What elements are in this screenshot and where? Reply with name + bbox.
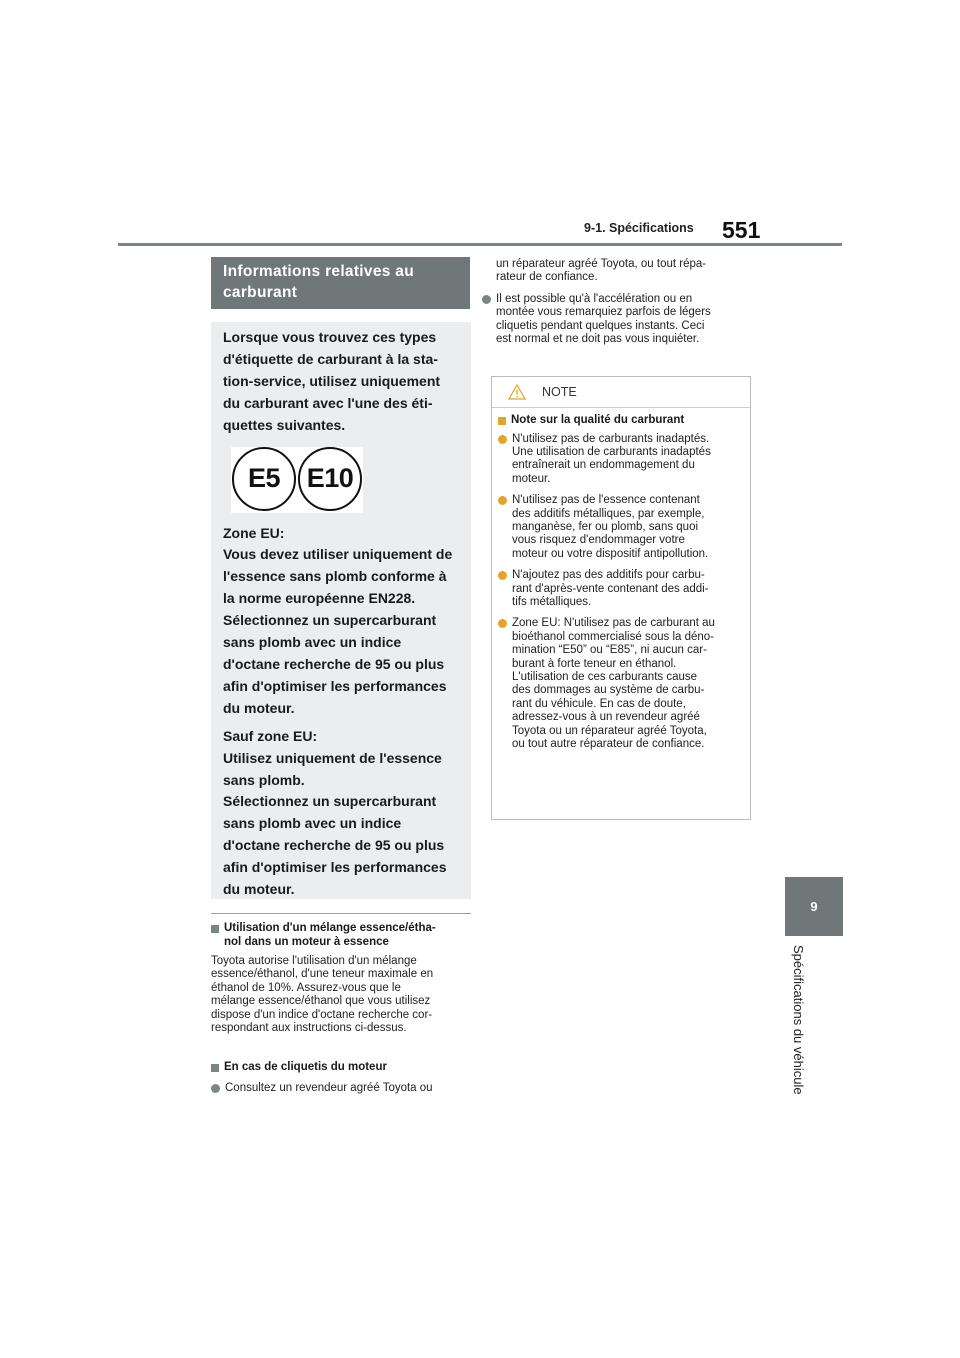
- knock-bullet: [211, 1082, 471, 1095]
- round-bullet-icon: [498, 619, 507, 628]
- body-line: N'utilisez pas de carburants inadaptés.: [512, 432, 710, 445]
- heading-line: Utilisation d'un mélange essence/étha-: [224, 922, 436, 934]
- body-line: Consultez un revendeur agréé Toyota ou: [225, 1081, 433, 1094]
- warning-icon: [508, 384, 526, 400]
- info-line: Vous devez utiliser uniquement de: [223, 546, 453, 563]
- note-heading: [498, 414, 744, 428]
- knock-heading: [211, 1061, 471, 1075]
- chapter-side-label-text: Spécifications du véhicule: [791, 945, 806, 1095]
- fuel-label-e5: E5: [232, 447, 296, 511]
- heading-line: Note sur la qualité du carburant: [511, 414, 685, 426]
- body-line: bioéthanol commercialisé sous la déno-: [512, 630, 714, 643]
- info-line: Sélectionnez un supercarburant: [223, 612, 437, 629]
- round-bullet-icon: [498, 496, 507, 505]
- fuel-info-box: [211, 322, 471, 899]
- mix-body: [211, 955, 471, 1035]
- round-bullet-icon: [211, 1084, 220, 1093]
- body-line: mination “E50” ou “E85”, ni aucun car-: [512, 644, 707, 657]
- round-bullet-icon: [482, 295, 491, 304]
- mix-section: [211, 922, 471, 1035]
- body-line: mélange essence/éthanol que vous utilisez: [211, 995, 431, 1008]
- info-line: Sélectionnez un supercarburant: [223, 793, 437, 810]
- heading-line: En cas de cliquetis du moteur: [224, 1061, 387, 1073]
- info-line: Lorsque vous trouvez ces types: [223, 329, 437, 345]
- body-line: moteur.: [512, 472, 551, 485]
- body-line: L'utilisation de ces carburants cause: [512, 671, 698, 683]
- mix-heading: [211, 922, 471, 949]
- body-line: rant du véhicule. En cas de doute,: [512, 697, 686, 710]
- body-line: ou tout autre réparateur de confiance.: [512, 738, 705, 751]
- knock-continuation: [482, 258, 752, 346]
- section-title-line: carburant: [223, 284, 298, 301]
- info-line: tion-service, utilisez uniquement: [223, 372, 441, 389]
- section-title-line: Informations relatives au: [223, 263, 414, 280]
- info-line: d'étiquette de carburant à la sta-: [223, 350, 438, 367]
- section-title: [211, 257, 470, 309]
- note-body: [492, 408, 750, 751]
- header-divider: [118, 243, 842, 246]
- body-line: rateur de confiance.: [496, 271, 598, 284]
- round-bullet-icon: [498, 571, 507, 580]
- note-item: [498, 569, 744, 609]
- body-line: Une utilisation de carburants inadaptés: [512, 445, 711, 458]
- note-item: [498, 433, 744, 487]
- body-line: dispose d'un indice d'octane recherche cor-: [211, 1008, 433, 1021]
- note-item: [498, 617, 744, 751]
- knock-bullet-continued: [482, 258, 752, 285]
- body-line: N'utilisez pas de l'essence contenant: [512, 494, 700, 507]
- body-line: Toyota autorise l'utilisation d'un mélange: [211, 955, 417, 967]
- chapter-tab: 9: [785, 877, 843, 936]
- body-line: un réparateur agréé Toyota, ou tout répa-: [496, 258, 707, 270]
- round-bullet-icon: [498, 435, 507, 444]
- body-line: des additifs métalliques, par exemple,: [512, 507, 705, 520]
- page-number: 551: [722, 217, 761, 243]
- body-line: tifs métalliques.: [512, 595, 592, 608]
- note-item: [498, 494, 744, 561]
- fuel-label-e10: E10: [298, 447, 362, 511]
- info-line: Utilisez uniquement de l'essence: [223, 749, 442, 766]
- body-line: des dommages au système de carbu-: [512, 684, 705, 697]
- info-line: quettes suivantes.: [223, 416, 346, 433]
- body-line: N'ajoutez pas des additifs pour carbu-: [512, 569, 705, 582]
- body-line: est normal et ne doit pas vous inquiéter.: [496, 333, 700, 346]
- square-bullet-icon: [498, 417, 506, 425]
- section-reference: 9-1. Spécifications: [584, 221, 694, 235]
- body-line: éthanol de 10%. Assurez-vous que le: [211, 981, 401, 994]
- fuel-labels: [231, 447, 471, 513]
- body-line: Zone EU: N'utilisez pas de carburant au: [512, 617, 715, 630]
- square-bullet-icon: [211, 1064, 219, 1072]
- body-line: cliquetis pendant quelques instants. Ceci: [496, 319, 705, 332]
- info-line: Sauf zone EU:: [223, 727, 318, 744]
- info-line: d'octane recherche de 95 ou plus: [223, 655, 445, 672]
- info-line: du moteur.: [223, 881, 295, 898]
- section-divider: [211, 913, 471, 914]
- info-line: Zone EU:: [223, 524, 285, 541]
- knock-bullet-2: [482, 293, 752, 347]
- note-title: NOTE: [542, 385, 577, 399]
- body-line: Toyota ou un réparateur agréé Toyota,: [512, 724, 707, 737]
- body-line: rant d'après-vente contenant des addi-: [512, 582, 709, 595]
- square-bullet-icon: [211, 925, 219, 933]
- info-line: sans plomb avec un indice: [223, 815, 402, 832]
- info-line: afin d'optimiser les performances: [223, 677, 447, 694]
- body-line: vous risquez d'endommager votre: [512, 534, 685, 547]
- info-line: sans plomb avec un indice: [223, 634, 402, 651]
- body-line: moteur ou votre dispositif antipollution.: [512, 547, 709, 560]
- info-line: du moteur.: [223, 699, 295, 716]
- chapter-side-label: [786, 945, 810, 1115]
- heading-line: nol dans un moteur à essence: [224, 935, 389, 948]
- info-line: d'octane recherche de 95 ou plus: [223, 837, 445, 854]
- info-line: du carburant avec l'une des éti-: [223, 394, 433, 411]
- body-line: Il est possible qu'à l'accélération ou en: [496, 292, 693, 305]
- body-line: burant à forte teneur en éthanol.: [512, 657, 677, 670]
- body-line: manganèse, fer ou plomb, sans quoi: [512, 520, 699, 533]
- body-line: respondant aux instructions ci-dessus.: [211, 1022, 407, 1035]
- body-line: entraînerait un endommagement du: [512, 459, 695, 472]
- info-line: sans plomb.: [223, 771, 305, 788]
- info-line: la norme européenne EN228.: [223, 590, 416, 607]
- note-header: [492, 377, 750, 408]
- body-line: adressez-vous à un revendeur agréé: [512, 711, 700, 724]
- body-line: montée vous remarquiez parfois de légers: [496, 306, 711, 319]
- note-box: [491, 376, 751, 820]
- knock-section: [211, 1061, 471, 1095]
- info-line: l'essence sans plomb conforme à: [223, 568, 447, 585]
- info-line: afin d'optimiser les performances: [223, 859, 447, 876]
- body-line: essence/éthanol, d'une teneur maximale en: [211, 968, 434, 981]
